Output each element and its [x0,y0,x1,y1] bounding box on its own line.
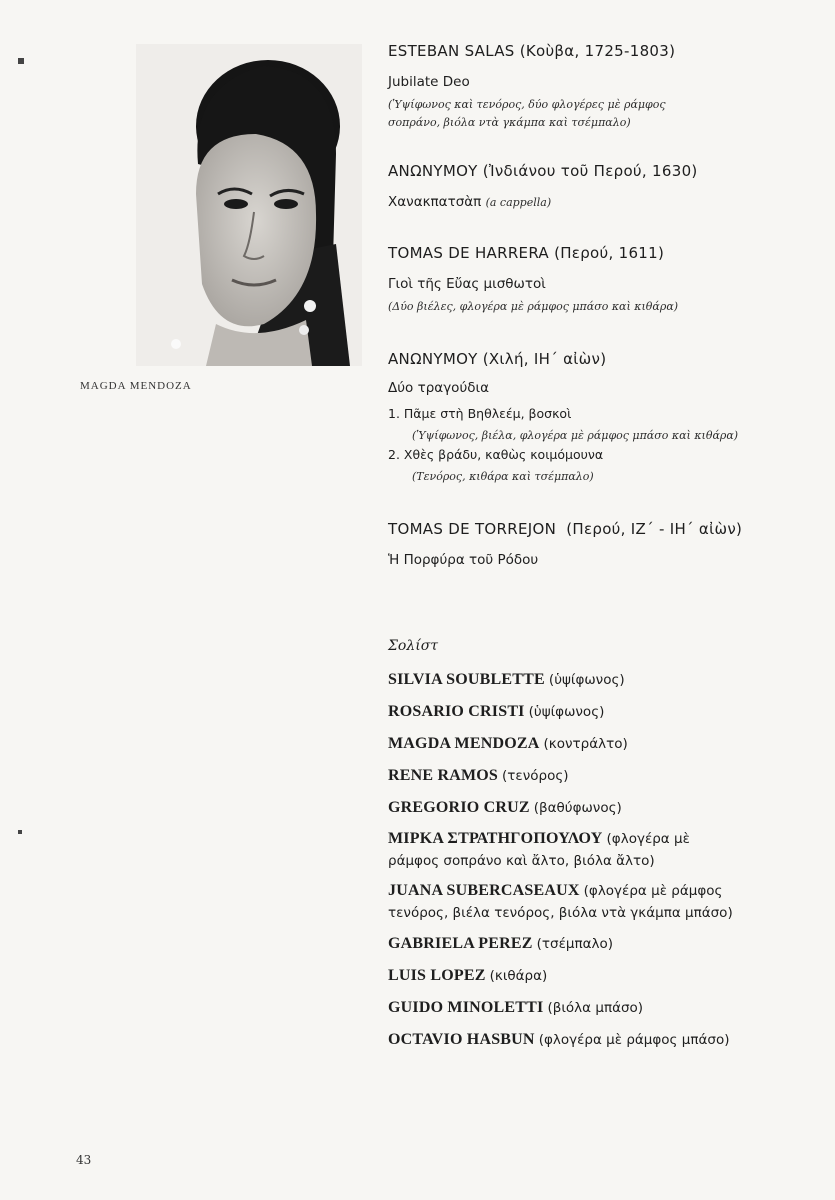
performer-instrument: (φλογέρα μὲ ράμφος [583,883,723,899]
performer-name: RENE RAMOS [388,767,499,784]
performer-entry [388,700,820,724]
scan-mark [18,830,22,834]
performer-instrument: (κοντράλτο) [543,736,628,752]
performer-instrument: (βαθύφωνος) [533,800,622,816]
work-title: Δύο τραγούδια [388,380,489,396]
performer-entry [388,964,820,988]
performer-name: ROSARIO CRISTI [388,703,525,720]
instrumentation-note: (Ὑψίφωνος, βιέλα, φλογέρα μὲ ράμφος μπάσο καὶ κιθάρα) [412,429,739,442]
performer-instrument: (τσέμπαλο) [536,936,614,952]
performer-instrument: (τενόρος) [502,768,569,784]
photo-caption: MAGDA MENDOZA [80,380,192,392]
performer-instrument-cont: τενόρος, βιέλα τενόρος, βιόλα ντὰ γκάμπα μπάσο) [388,905,733,921]
work-title-line [388,194,820,212]
instrumentation-note: (Δύο βιέλες, φλογέρα μὲ ράμφος μπάσο καὶ κιθάρα) [388,300,679,313]
performer-entry [388,828,820,872]
song-item: 2. Χθὲς βράδυ, καθὼς κοιμόμουνα [388,447,604,462]
instrumentation-note: σοπράνο, βιόλα ντὰ γκάμπα καὶ τσέμπαλο) [388,116,631,129]
work-title: Χανακπατσὰπ [388,194,482,210]
program-entry [388,162,820,212]
performance-note: (a cappella) [485,196,552,209]
performer-name: GREGORIO CRUZ [388,799,530,816]
portrait-image [136,44,362,366]
performer-instrument: (ὑψίφωνος) [548,672,625,688]
performer-instrument-cont: ράμφος σοπράνο καὶ ἄλτο, βιόλα ἄλτο) [388,853,655,869]
performer-name: MAGDA MENDOZA [388,735,540,752]
performer-entry [388,932,820,956]
composer-heading: ΑΝΩΝΥΜΟΥ (Χιλή, ΙΗ΄ αἰὼν) [388,350,607,368]
soloists-heading: Σολίστ [388,638,438,654]
performer-instrument: (φλογέρα μὲ [606,831,690,847]
performer-name: SILVIA SOUBLETTE [388,671,545,688]
performer-name: GABRIELA PEREZ [388,935,533,952]
program-listing [388,40,820,1052]
performer-entry [388,796,820,820]
instrumentation-note: (Τενόρος, κιθάρα καὶ τσέμπαλο) [412,470,594,483]
work-title: Ἡ Πορφύρα τοῦ Ρόδου [388,552,539,568]
performer-list [388,668,820,1052]
performer-entry [388,880,820,924]
performer-instrument: (βιόλα μπάσο) [547,1000,644,1016]
performer-name: GUIDO MINOLETTI [388,999,544,1016]
performer-instrument: (κιθάρα) [489,968,548,984]
soloists-section [388,638,820,1052]
composer-heading: ΑΝΩΝΥΜΟΥ (Ἰνδιάνου τοῦ Περού, 1630) [388,162,698,180]
performer-name: JUANA SUBERCASEAUX [388,882,580,899]
scan-mark [18,58,24,64]
composer-heading: TOMAS DE TORREJON (Περού, ΙΖ΄ - ΙΗ΄ αἰὼν) [388,520,743,538]
page-number: 43 [76,1153,92,1167]
composer-heading: ESTEBAN SALAS (Κοὺβα, 1725-1803) [388,42,676,60]
performer-name: ΜΙΡΚΑ ΣΤΡΑΤΗΓΟΠΟΥΛΟΥ [388,830,603,847]
performer-name: OCTAVIO HASBUN [388,1031,535,1048]
song-item: 1. Πᾶμε στὴ Βηθλεέμ, βοσκοὶ [388,406,572,421]
performer-entry [388,996,820,1020]
composer-heading: TOMAS DE HARRERA (Περού, 1611) [388,244,665,262]
program-entry [388,520,820,568]
performer-entry [388,1028,820,1052]
portrait-photo [136,44,362,366]
program-entry [388,42,820,132]
performer-name: LUIS LOPEZ [388,967,486,984]
performer-instrument: (ὑψίφωνος) [528,704,605,720]
performer-entry [388,732,820,756]
instrumentation-note: (Ὑψίφωνος καὶ τενόρος, δύο φλογέρες μὲ ράμφος [388,98,666,111]
work-title: Γιοὶ τῆς Εὔας μισθωτοὶ [388,276,546,292]
program-entry [388,244,820,316]
work-title: Jubilate Deo [388,74,470,90]
performer-entry [388,764,820,788]
performer-entry [388,668,820,692]
performer-instrument: (φλογέρα μὲ ράμφος μπάσο) [538,1032,730,1048]
program-entry [388,350,820,486]
